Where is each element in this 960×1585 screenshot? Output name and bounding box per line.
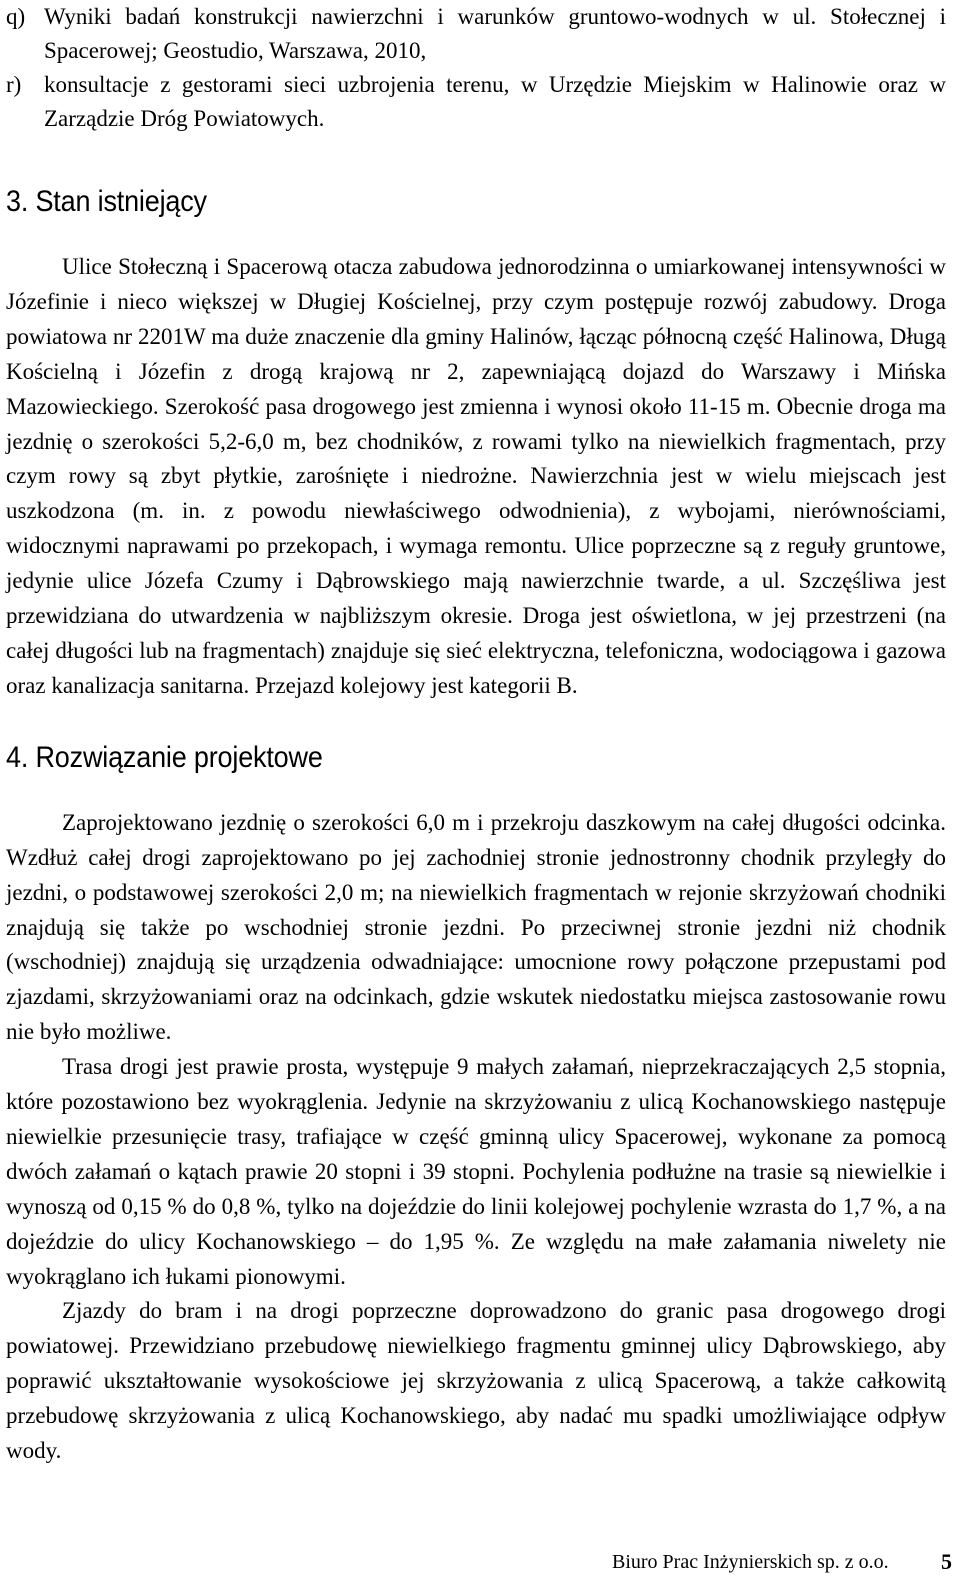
- document-page: [6, 0, 946, 1469]
- paragraph: Zaprojektowano jezdnię o szerokości 6,0 m i przekroju daszkowym na całej długości odcinka. Wzdłuż całej drogi zaprojektowano po jej zachodniej stronie jednostronny chodnik przyległy do jezdni, o podstawowej szerokości 2,0 m; na niewielkich fragmentach w rejonie skrzyżowań chodniki znajdują się także po wschodniej stronie jezdni. Po przeciwnej stronie jezdni niż chodnik (wschodniej) znajdują się urządzenia odwadniające: umocnione rowy połączone przepustami pod zjazdami, skrzyżowaniami oraz na odcinkach, gdzie wskutek niedostatku miejsca zastosowanie rowu nie było możliwe.: [6, 809, 946, 1045]
- paragraph: Zjazdy do bram i na drogi poprzeczne doprowadzono do granic pasa drogowego drogi powiatowej. Przewidziano przebudowę niewielkiego fragmentu gminnej ulicy Dąbrowskiego, aby poprawić ukształtowanie wysokościowe jej skrzyżowania z ulicą Spacerową, a także całkowitą przebudowę skrzyżowania z ulicą Kochanowskiego, aby nadać mu spadki umożliwiające odpływ wody.: [6, 1298, 946, 1464]
- source-list: [6, 0, 946, 136]
- list-marker: q): [6, 4, 26, 29]
- list-item-text: konsultacje z gestorami sieci uzbrojenia terenu, w Urzędzie Miejskim w Halinowie oraz w Zarządzie Dróg Powiatowych.: [44, 72, 946, 131]
- section-heading-design-solution: 4. Rozwiązanie projektowe: [6, 740, 323, 774]
- page-number: 5: [941, 1549, 952, 1574]
- paragraph: Ulice Stołeczną i Spacerową otacza zabudowa jednorodzinna o umiarkowanej intensywności w Józefinie i nieco większej w Długiej Kościelnej, przy czym postępuje rozwój zabudowy. Droga powiatowa nr 2201W ma duże znaczenie dla gminy Halinów, łącząc północną część Halinowa, Długą Kościelną i Józefin z drogą krajową nr 2, zapewniającą dojazd do Warszawy i Mińska Mazowieckiego. Szerokość pasa drogowego jest zmienna i wynosi około 11-15 m. Obecnie droga ma jezdnię o szerokości 5,2-6,0 m, bez chodników, z rowami tylko na niewielkich fragmentach, przy czym rowy są zbyt płytkie, zarośnięte i niedrożne. Nawierzchnia jest w wielu miejscach jest uszkodzona (m. in. z powodu niewłaściwego odwodnienia), z wybojami, nierównościami, widocznymi naprawami po przekopach, i wymaga remontu. Ulice poprzeczne są z reguły gruntowe, jedynie ulice Józefa Czumy i Dąbrowskiego mają nawierzchnie twarde, a ul. Szczęśliwa jest przewidziana do utwardzenia w najbliższym okresie. Droga jest oświetlona, w jej przestrzeni (na całej długości lub na fragmentach) znajduje się sieć elektryczna, telefoniczna, wodociągowa i gazowa oraz kanalizacja sanitarna. Przejazd kolejowy jest kategorii B.: [6, 254, 946, 698]
- list-marker: r): [6, 72, 22, 97]
- list-item: [6, 0, 946, 68]
- paragraph: Trasa drogi jest prawie prosta, występuje 9 małych załamań, nieprzekraczających 2,5 stopnia, które pozostawiono bez wyokrąglenia. Jedynie na skrzyżowaniu z ulicą Kochanowskiego następuje niewielkie przesunięcie trasy, trafiające w część gminną ulicy Spacerowej, wykonane za pomocą dwóch załamań o kątach prawie 20 stopni i 39 stopni. Pochylenia podłużne na trasie są niewielkie i wynoszą od 0,15 % do 0,8 %, tylko na dojeździe do linii kolejowej pochylenie wzrasta do 1,7 %, a na dojeździe do ulicy Kochanowskiego – do 1,95 %. Ze względu na małe załamania niwelety nie wyokrąglano ich łukami pionowymi.: [6, 1054, 946, 1289]
- section-heading-existing-state: 3. Stan istniejący: [6, 185, 207, 218]
- footer-company: Biuro Prac Inżynierskich sp. z o.o.: [612, 1551, 889, 1573]
- list-item-text: Wyniki badań konstrukcji nawierzchni i warunków gruntowo-wodnych w ul. Stołecznej i Spacerowej; Geostudio, Warszawa, 2010,: [44, 4, 946, 63]
- page-footer: [612, 1549, 952, 1575]
- list-item: [6, 68, 946, 136]
